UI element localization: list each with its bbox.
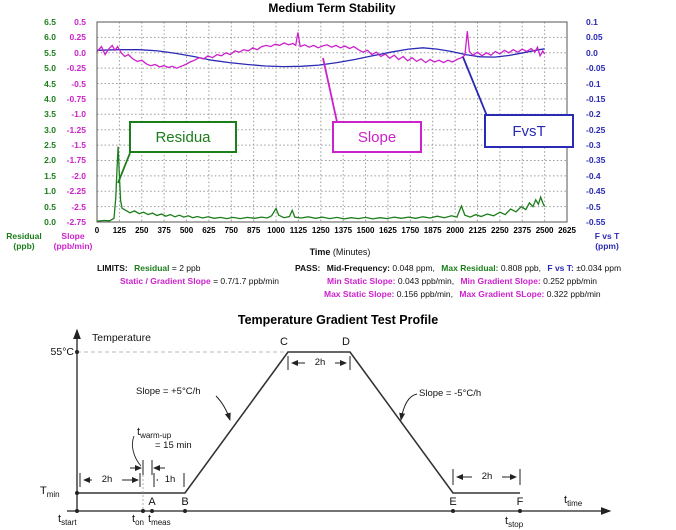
y-tick: -0.55: [586, 217, 606, 227]
y-tick: 0.0: [74, 47, 86, 58]
y-tick: -0.25: [66, 63, 86, 74]
warmup-label: $t_{warm-up}$: [137, 426, 172, 441]
limits-line-2: [120, 276, 279, 286]
x-tick: 1625: [379, 226, 397, 235]
y-tick: -0.4: [586, 170, 601, 181]
slope-callout-label: Slope: [357, 128, 397, 146]
warmup-leader: [132, 436, 141, 466]
x-tick: 1375: [334, 226, 353, 235]
x-tick: 1875: [423, 226, 442, 235]
x-tick: 2375: [513, 226, 532, 235]
point-c-label: C: [280, 336, 288, 348]
tmeas-label: $t_{meas}$: [148, 513, 171, 528]
time-axis-name: Time: [309, 247, 331, 257]
y-tick: -2.0: [71, 170, 86, 181]
tmin-label: $T_{min}$: [40, 485, 60, 500]
y-tick: -0.15: [586, 93, 606, 104]
pass-maxgradient-value: 0.322 ppb/min: [546, 289, 601, 299]
residual-axis-title: [2, 231, 46, 251]
y-tick: -2.25: [66, 186, 86, 197]
y-tick: -0.1: [586, 78, 601, 89]
y-tick: -1.75: [66, 155, 86, 166]
y-tick: 0.0: [586, 47, 598, 58]
y-tick: 2.0: [44, 155, 56, 166]
y-tick: 0.5: [44, 201, 56, 212]
x-tick: 125: [112, 226, 127, 235]
pass-heading: PASS:: [295, 263, 321, 273]
profile-title: Temperature Gradient Test Profile: [237, 313, 439, 327]
y-tick: -0.5: [586, 201, 601, 212]
x-tick: 375: [157, 226, 171, 235]
x-tick: 1500: [356, 226, 375, 235]
slope-axis-name: Slope: [61, 231, 85, 241]
residual-callout-label: Residua: [155, 128, 211, 146]
y-tick: -2.5: [71, 201, 86, 212]
pass-line-3: [324, 289, 601, 299]
slope-down-leader: [401, 394, 417, 420]
fvst-axis-name: F vs T: [594, 231, 620, 241]
time-axis-title: [260, 247, 420, 257]
fvst-axis-unit: (ppm): [595, 241, 619, 251]
cd-2h-dimension: 2h: [305, 357, 335, 368]
tstart-label: $t_{start}$: [58, 513, 77, 528]
y-tick: 6.0: [44, 32, 56, 43]
fvst-axis-title: [585, 231, 629, 251]
residual-axis-ticks: [4, 0, 56, 240]
y-tick: -0.25: [586, 124, 606, 135]
point-a-label: A: [148, 496, 156, 508]
pass-minstatic-value: 0.043 ppb/min,: [397, 276, 455, 286]
slope-callout-box: [332, 121, 422, 153]
slope-up-leader: [216, 396, 230, 420]
y-tick: 6.5: [44, 17, 56, 27]
temperature-profile-diagram: [0, 308, 676, 530]
pass-midfreq-label: Mid-Frequency:: [326, 263, 391, 273]
y-tick: -0.5: [71, 78, 86, 89]
x-tick: 2250: [490, 226, 509, 235]
fvst-callout-box: [484, 114, 574, 148]
y-tick: -1.25: [66, 124, 86, 135]
pass-maxresidual-label: Max Residual:: [441, 263, 499, 273]
x-tick: 2625: [558, 226, 576, 235]
x-tick: 625: [202, 226, 216, 235]
55c-label: 55°C: [50, 346, 74, 358]
pass-maxstatic-value: 0.156 ppb/min,: [396, 289, 453, 299]
limits-heading: LIMITS:: [97, 263, 128, 273]
x-tick: 875: [246, 226, 261, 235]
y-tick: 0.25: [69, 32, 86, 43]
pass-line-1: [295, 263, 621, 273]
point-e-label: E: [449, 496, 457, 508]
y-tick: 2.5: [44, 140, 56, 151]
slope-axis-unit: (ppb/min): [53, 241, 93, 251]
temperature-axis-label: Temperature: [92, 332, 151, 344]
slope-up-label: Slope = +5°C/h: [136, 386, 201, 397]
fvst-axis-ticks: [586, 0, 620, 240]
pass-maxresidual-value: 0.808 ppb,: [500, 263, 542, 273]
ttime-label: $t_{time}$: [564, 494, 583, 509]
y-tick: -0.05: [586, 63, 606, 74]
y-tick: -0.35: [586, 155, 606, 166]
y-tick: -1.0: [71, 109, 86, 120]
y-tick: 0.5: [74, 17, 86, 27]
series-residual: [97, 147, 545, 222]
pass-fvst-value: ±0.034 ppm: [576, 263, 622, 273]
y-tick: 4.0: [44, 93, 56, 104]
y-tick: 3.0: [44, 124, 56, 135]
y-tick: 1.5: [44, 170, 56, 181]
pass-fvst-label: F vs T:: [547, 263, 574, 273]
x-tick: 1250: [311, 226, 330, 235]
x-tick: 750: [224, 226, 238, 235]
x-tick: 0: [94, 226, 100, 235]
ton-label: $t_{on}$: [132, 513, 144, 528]
y-tick: -0.3: [586, 140, 601, 151]
fvst-callout-label: FvsT: [512, 122, 546, 140]
limits-slope-value: = 0.7/1.7 ppb/min: [213, 276, 279, 286]
pass-mingradient-label: Min Gradient Slope:: [460, 276, 541, 286]
x-tick: 250: [135, 226, 149, 235]
meas-1h-dimension: 1h: [158, 474, 182, 485]
y-tick: 4.5: [44, 78, 56, 89]
y-tick: -0.2: [586, 109, 601, 120]
y-tick: 1.0: [44, 186, 56, 197]
y-tick: 0.1: [586, 17, 598, 27]
pass-maxgradient-label: Max Gradient SLope:: [459, 289, 545, 299]
pass-maxstatic-label: Max Static Slope:: [324, 289, 395, 299]
warmup-value: = 15 min: [155, 440, 192, 451]
x-tick: 2125: [468, 226, 487, 235]
x-tick: 1125: [289, 226, 308, 235]
pass-mingradient-value: 0.252 ppb/min: [543, 276, 597, 286]
residual-axis-name: Residual: [6, 231, 42, 241]
pass-midfreq-value: 0.048 ppm,: [392, 263, 435, 273]
y-tick: -0.75: [66, 93, 86, 104]
x-tick: 1750: [401, 226, 420, 235]
start-2h-dimension: 2h: [92, 474, 122, 485]
limits-line-1: [97, 263, 201, 273]
point-b-label: B: [181, 496, 189, 508]
x-tick: 2000: [446, 226, 464, 235]
residual-axis-unit: (ppb): [13, 241, 35, 251]
residual-callout-box: [129, 121, 237, 153]
slope-axis-title: [46, 231, 100, 251]
limits-slope-label: Static / Gradient Slope: [120, 276, 211, 286]
point-f-label: F: [516, 496, 524, 508]
y-tick: 0.05: [586, 32, 603, 43]
y-tick: -0.45: [586, 186, 606, 197]
slope-down-label: Slope = -5°C/h: [419, 388, 482, 399]
x-tick: 500: [179, 226, 194, 235]
pass-minstatic-label: Min Static Slope:: [327, 276, 396, 286]
x-tick: 2500: [535, 226, 554, 235]
tstop-label: $t_{stop}$: [505, 515, 524, 530]
time-axis-unit: (Minutes): [332, 247, 371, 257]
y-tick: -2.75: [66, 217, 86, 227]
limits-residual-value: = 2 ppb: [171, 263, 201, 273]
ef-2h-dimension: 2h: [472, 471, 502, 482]
y-tick: 3.5: [44, 109, 56, 120]
limits-residual-label: Residual: [134, 263, 170, 273]
y-tick: 5.5: [44, 47, 56, 58]
y-tick: 5.0: [44, 63, 56, 74]
stability-chart-title: Medium Term Stability: [268, 1, 396, 15]
y-tick: -1.5: [71, 140, 86, 151]
pass-line-2: [327, 276, 597, 286]
y-tick: 0.0: [44, 217, 56, 227]
x-tick: 1000: [267, 226, 285, 235]
point-d-label: D: [342, 336, 350, 348]
